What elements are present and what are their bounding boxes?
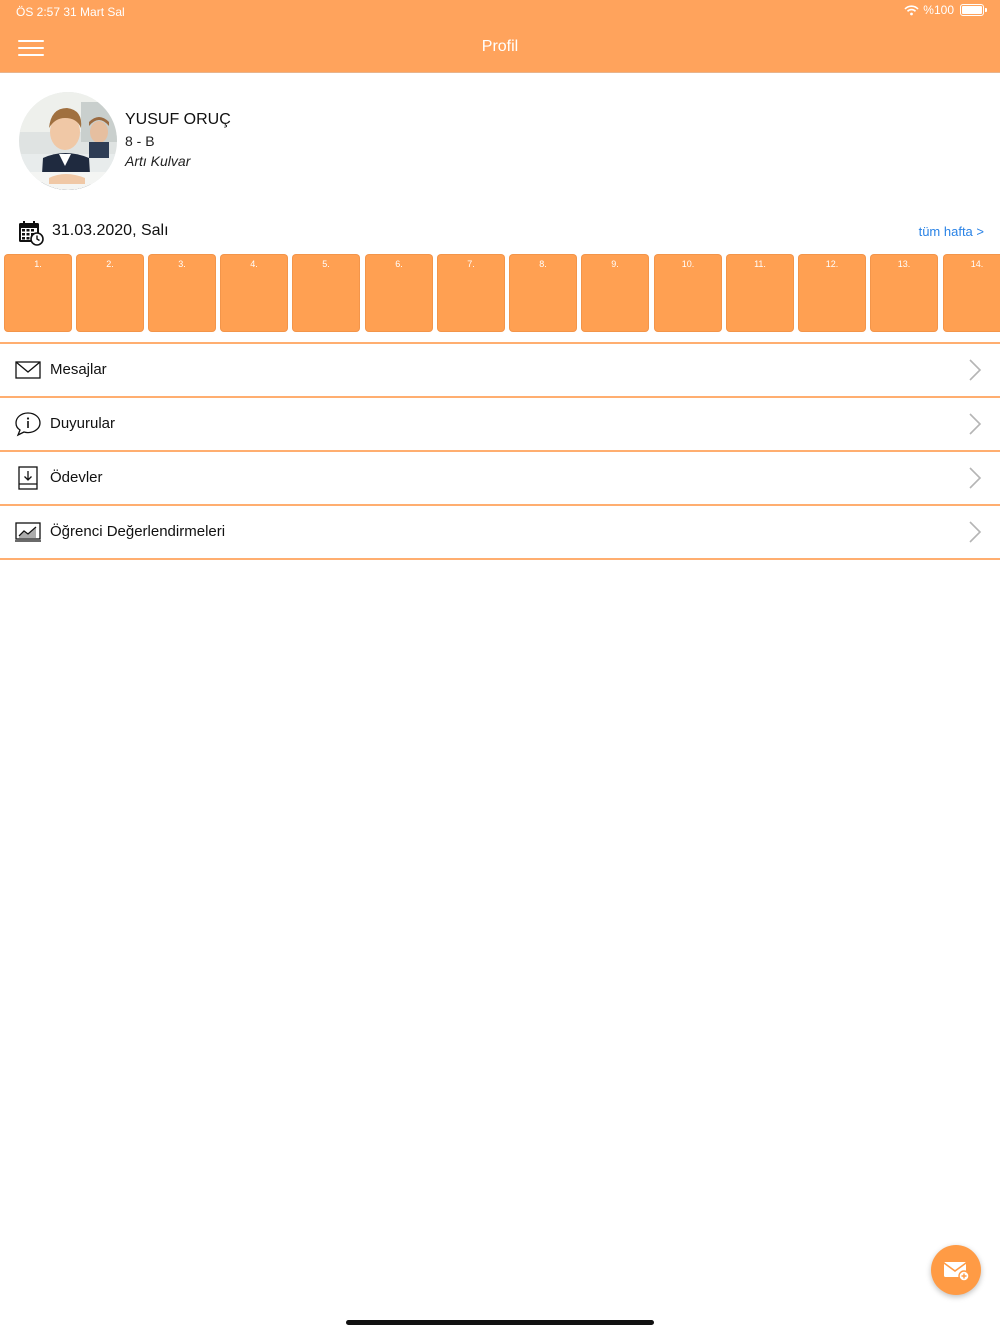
period-label: 5. — [322, 259, 330, 269]
period-label: 11. — [754, 259, 766, 269]
chevron-right-icon — [968, 413, 982, 435]
period-cell[interactable] — [726, 254, 794, 332]
period-cell[interactable] — [654, 254, 722, 332]
period-cell[interactable] — [4, 254, 72, 332]
status-indicators — [904, 3, 984, 17]
menu-item-announcements[interactable] — [0, 398, 1000, 450]
menu-item-messages[interactable] — [0, 344, 1000, 396]
period-label: 1. — [34, 259, 42, 269]
period-label: 12. — [825, 259, 839, 269]
status-time: ÖS 2:57 31 Mart Sal — [16, 5, 125, 19]
period-cell[interactable] — [798, 254, 866, 332]
period-label: 2. — [106, 259, 114, 269]
period-cell[interactable] — [148, 254, 216, 332]
compose-mail-icon — [931, 1245, 981, 1295]
menu-item-homework[interactable] — [0, 452, 1000, 504]
period-cell[interactable] — [581, 254, 649, 332]
period-label: 13. — [897, 259, 911, 269]
envelope-icon — [14, 357, 42, 383]
period-cell[interactable] — [220, 254, 288, 332]
period-label: 3. — [178, 259, 186, 269]
period-label: 8. — [539, 259, 547, 269]
top-bar — [0, 0, 1000, 72]
period-cell[interactable] — [365, 254, 433, 332]
period-cell[interactable] — [437, 254, 505, 332]
menu-item-label: Duyurular — [50, 415, 116, 432]
period-cell[interactable] — [870, 254, 938, 332]
home-indicator[interactable] — [346, 1320, 654, 1325]
student-class: 8 - B — [125, 133, 155, 149]
info-bubble-icon — [14, 411, 42, 437]
calendar-clock-icon — [18, 220, 44, 246]
student-avatar — [19, 92, 117, 190]
chevron-right-icon — [968, 521, 982, 543]
full-week-link[interactable]: tüm hafta > — [918, 224, 984, 239]
period-label: 10. — [681, 259, 695, 269]
divider — [0, 558, 1000, 560]
menu-item-label: Mesajlar — [50, 361, 107, 378]
chevron-right-icon — [968, 359, 982, 381]
period-cell[interactable] — [509, 254, 577, 332]
battery-icon — [960, 4, 984, 16]
new-message-fab[interactable] — [931, 1245, 981, 1295]
header-divider — [0, 72, 1000, 73]
student-school: Artı Kulvar — [125, 153, 191, 169]
menu-item-label: Ödevler — [50, 469, 103, 486]
menu-item-evaluations[interactable] — [0, 506, 1000, 558]
period-cell[interactable] — [76, 254, 144, 332]
period-cell[interactable] — [943, 254, 1000, 332]
period-label: 9. — [611, 259, 619, 269]
page-title: Profil — [481, 38, 519, 55]
period-label: 6. — [395, 259, 403, 269]
period-cell[interactable] — [292, 254, 360, 332]
battery-percent: %100 — [923, 3, 954, 17]
profile-menu-list — [0, 342, 1000, 560]
student-name: YUSUF ORUÇ — [125, 111, 231, 128]
download-tray-icon — [14, 465, 42, 491]
menu-item-label: Öğrenci Değerlendirmeleri — [50, 523, 226, 540]
period-label: 7. — [467, 259, 475, 269]
period-label: 4. — [250, 259, 258, 269]
schedule-date: 31.03.2020, Salı — [52, 222, 169, 239]
chart-icon — [14, 519, 42, 545]
chevron-right-icon — [968, 467, 982, 489]
wifi-icon — [904, 5, 919, 16]
period-strip — [4, 254, 1000, 332]
period-label: 14. — [970, 259, 984, 269]
